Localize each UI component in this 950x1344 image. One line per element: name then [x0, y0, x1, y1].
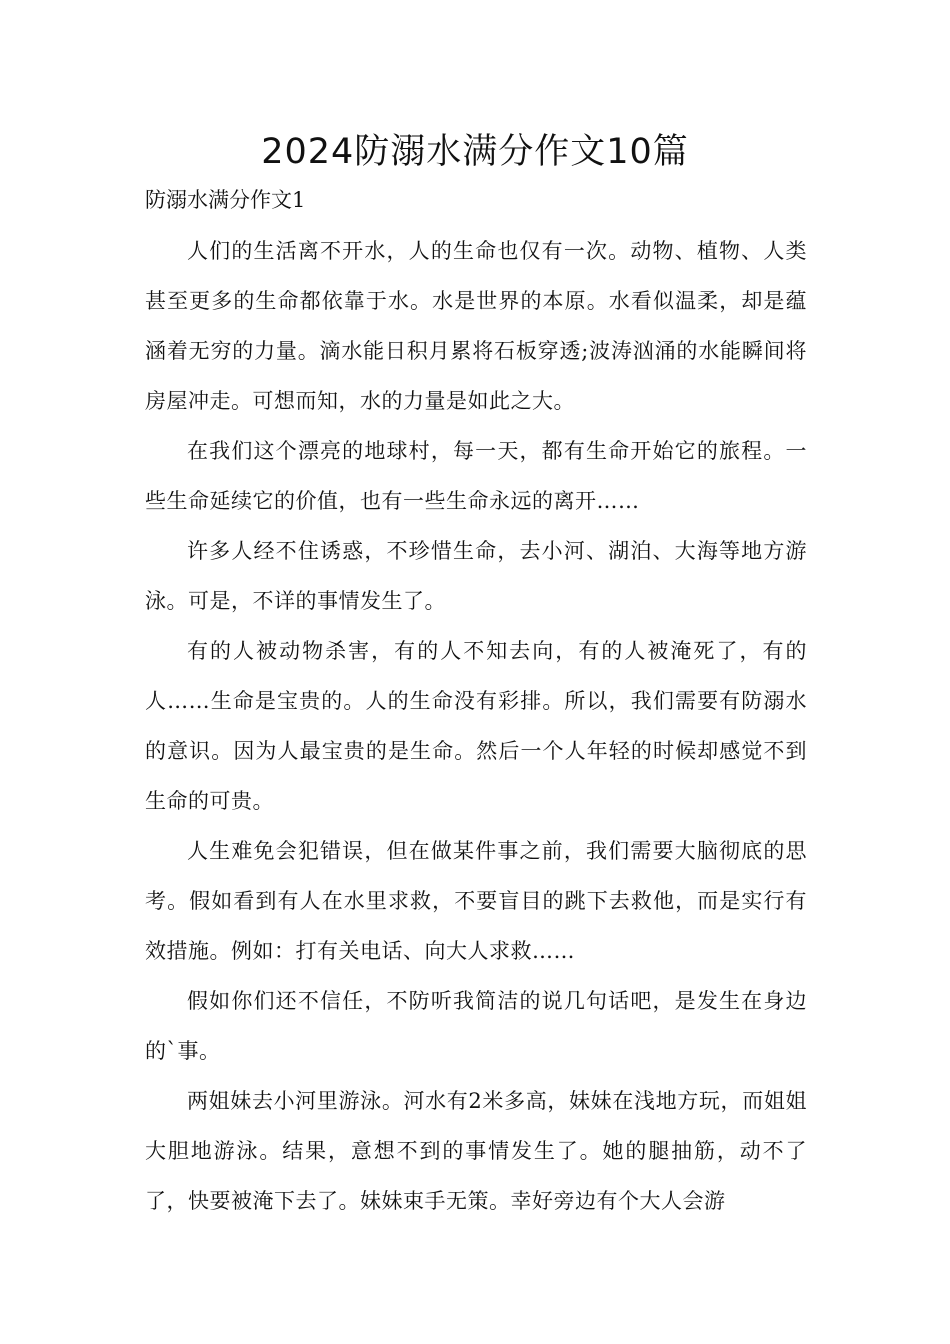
- paragraph: 许多人经不住诱惑，不珍惜生命，去小河、湖泊、大海等地方游泳。可是，不详的事情发生了。: [145, 539, 807, 613]
- document-title: 2024防溺水满分作文10篇: [261, 132, 689, 172]
- paragraph: 人们的生活离不开水，人的生命也仅有一次。动物、植物、人类甚至更多的生命都依靠于水。水是世界的本原。水看似温柔，却是蕴涵着无穷的力量。滴水能日积月累将石板穿透;波涛汹涌的水能瞬间将房屋冲走。可想而知，水的力量是如此之大。: [145, 239, 807, 413]
- paragraph: 在我们这个漂亮的地球村，每一天，都有生命开始它的旅程。一些生命延续它的价值，也有一些生命永远的离开……: [145, 439, 807, 513]
- paragraph: 人生难免会犯错误，但在做某件事之前，我们需要大脑彻底的思考。假如看到有人在水里求救，不要盲目的跳下去救他，而是实行有效措施。例如：打有关电话、向大人求救……: [145, 839, 807, 963]
- essay-body: [145, 226, 807, 1226]
- paragraph: 两姐妹去小河里游泳。河水有2米多高，妹妹在浅地方玩，而姐姐大胆地游泳。结果，意想不到的事情发生了。她的腿抽筋，动不了了，快要被淹下去了。妹妹束手无策。幸好旁边有个大人会游: [145, 1089, 807, 1213]
- section-heading: 防溺水满分作文1: [145, 188, 306, 212]
- paragraph: 有的人被动物杀害，有的人不知去向，有的人被淹死了，有的人……生命是宝贵的。人的生命没有彩排。所以，我们需要有防溺水的意识。因为人最宝贵的是生命。然后一个人年轻的时候却感觉不到生命的可贵。: [145, 639, 807, 813]
- paragraph: 假如你们还不信任，不防听我简洁的说几句话吧，是发生在身边的`事。: [145, 989, 807, 1063]
